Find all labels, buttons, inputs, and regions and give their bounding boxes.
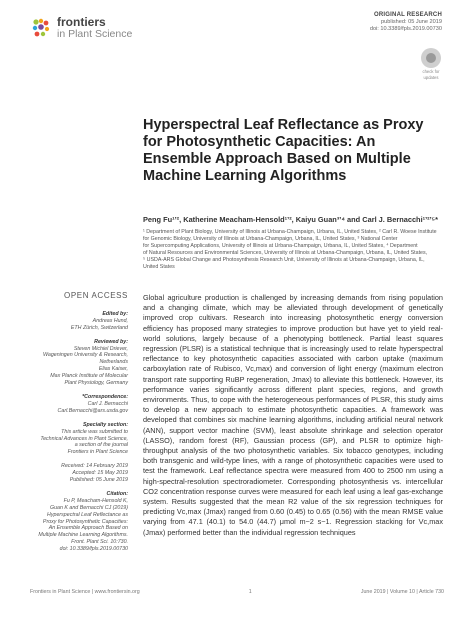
specialty-line: Technical Advances in Plant Science, — [40, 435, 128, 442]
open-access-label: OPEN ACCESS — [64, 291, 128, 300]
article-meta — [370, 12, 442, 34]
corresponding-email-link[interactable]: Carl.Bernacchi@ars.usda.gov — [57, 407, 128, 414]
specialty-line: Frontiers in Plant Science — [67, 449, 128, 456]
logo-wordmark — [57, 16, 132, 40]
affiliation-line: United States — [143, 264, 175, 270]
journal-logo[interactable] — [30, 16, 132, 40]
citation-line: Hyperspectral Leaf Reflectance as — [47, 511, 128, 518]
correspondence-block — [30, 394, 128, 415]
reviewer-line: Plant Physiology, Germany — [64, 380, 128, 387]
affiliation-line: for Genomic Biology, University of Illinois at Urbana-Champaign, Urbana, IL, United States, ³ National Center — [143, 236, 398, 242]
accepted-date: Accepted: 15 May 2019 — [72, 470, 128, 477]
reviewed-by-block — [30, 339, 128, 387]
citation-line: Proxy for Photosynthetic Capacities: — [42, 518, 128, 525]
editor-line: Andreas Hund, — [92, 317, 128, 324]
specialty-line: a section of the journal — [74, 442, 128, 449]
affiliation-line: of Natural Resources and Environmental Sciences, University of Illinois at Urbana-Champaign, Urbana, IL, United States, — [143, 250, 428, 256]
page-footer — [30, 589, 444, 595]
citation-line: An Ensemble Approach Based on — [48, 525, 128, 532]
editor-line: ETH Zürich, Switzerland — [70, 324, 128, 331]
edited-by-heading: Edited by: — [102, 310, 128, 317]
edited-by-block — [30, 311, 128, 332]
affiliation-line: ¹ Department of Plant Biology, University of Illinois at Urbana-Champaign, Urbana, IL, United States, ² Carl R. Woese Institute — [143, 229, 437, 235]
citation-line: Guan K and Bernacchi CJ (2019) — [49, 504, 128, 511]
published-date: published: 05 June 2019 — [381, 19, 442, 26]
page-number: 1 — [248, 589, 252, 595]
affiliations — [143, 229, 443, 271]
reviewer-line: Steven Michiel Driever, — [73, 345, 128, 352]
reviewer-line: Elias Kaiser, — [98, 366, 128, 373]
article-title: Hyperspectral Leaf Reflectance as Proxy for Photosynthetic Capacities: An Ensemble Approach Based on Multiple Machine Learning Algorithms — [143, 117, 424, 184]
brand-name: frontiers — [57, 15, 106, 29]
footer-journal-link[interactable]: Frontiers in Plant Science | www.frontiersin.org — [30, 589, 140, 595]
published-date-sidebar: Published: 05 June 2019 — [69, 477, 128, 484]
article-sidebar — [30, 293, 128, 560]
affiliation-line: ⁵ USDA-ARS Global Change and Photosynthesis Research Unit, University of Illinois at Urbana-Champaign, Urbana, IL, — [143, 257, 425, 263]
received-date: Received: 14 February 2019 — [61, 463, 128, 470]
citation-line: Multiple Machine Learning Algorithms. — [38, 532, 128, 539]
article-doi[interactable]: doi: 10.3389/fpls.2019.00730 — [369, 26, 442, 33]
check-updates-icon — [421, 48, 441, 68]
affiliation-line: for Supercomputing Applications, University of Illinois at Urbana-Champaign, Urbana, IL, United States, ⁴ Department — [143, 243, 418, 249]
dates-block — [30, 463, 128, 484]
reviewer-line: Max Planck Institute of Molecular — [50, 373, 128, 380]
citation-line: Fu P, Meacham-Hensold K, — [63, 497, 128, 504]
citation-block — [30, 491, 128, 553]
author-list: Peng Fu¹ʼ², Katherine Meacham-Hensold¹ʼ², Kaiyu Guan³ʼ⁴ and Carl J. Bernacchi¹ʼ²ʼ⁵* — [143, 215, 439, 224]
corresponding-author: Carl J. Bernacchi — [87, 400, 128, 407]
check-updates-label-2: updates — [423, 75, 439, 80]
citation-doi-link[interactable]: doi: 10.3389/fpls.2019.00730 — [59, 546, 128, 553]
check-for-updates-button[interactable] — [420, 48, 442, 80]
specialty-section-heading: Specialty section: — [82, 421, 128, 428]
frontiers-logo-icon — [30, 17, 52, 39]
reviewer-line: Wageningen University & Research, — [43, 352, 128, 359]
abstract-text: Global agriculture production is challenged by increasing demands from rising population and a changing climate, which may be alleviated through development of genetically improved crop cultivars. Research into increasing photosynthetic energy conversion efficiency has proposed many strategies to improve production but have yet to yield real-world solutions, largely because of a phenotyping bottleneck. Partial least squares regression (PLSR) is a statistical technique that is increasingly used to relate hyperspectral reflectance to key photosynthetic capacities associated with carbon uptake (maximum carboxylation rate of Rubisco, Vc,max) and conversion of light energy (maximum electron transport rate supporting RuBP regeneration, Jmax) to alleviate this bottleneck. However, its performance varies significantly across different plant species, regions, and growth environments. Thus, to cope with the heterogeneous performances of PLSR, this study aims to develop a new approach to estimate photosynthetic capacities. A framework was developed that combines six machine learning algorithms, including artificial neural network (ANN), support vector machine (SVM), least absolute shrinkage and selection operator (LASSO), random forest (RF), Gaussian process (GP), and PLSR to optimize high-throughput analysis of the two photosynthetic variables. Six tobacco genotypes, including both transgenic and wild-type lines, with a range of photosynthetic capacities were used to test the framework. Leaf reflectance spectra were measured from 400 to 2500 nm using a high-spectral-resolution spectroradiometer. Corresponding photosynthesis vs. intercellular CO2 concentration response curves were measured for each leaf using a leaf gas-exchange system. Results suggested that the mean R2 value of the six regression techniques for predicting Vc,max (Jmax) ranged from 0.60 (0.45) to 0.65 (0.56) with the mean RMSE value varying from 47.1 (40.1) to 54.0 (44.7) μmol m−2 s−1. Regression stacking for Vc,max (Jmax) performed better than the individual regression techniques — [143, 293, 443, 537]
journal-name: in Plant Science — [57, 28, 133, 40]
reviewer-line: Netherlands — [99, 359, 128, 366]
correspondence-heading: *Correspondence: — [82, 393, 128, 400]
article-type: ORIGINAL RESEARCH — [374, 12, 442, 18]
specialty-section-block — [30, 422, 128, 457]
specialty-line: This article was submitted to — [61, 428, 128, 435]
citation-heading: Citation: — [106, 490, 128, 497]
check-updates-label-1: check for — [422, 69, 440, 74]
footer-issue-info: June 2019 | Volume 10 | Article 730 — [360, 589, 444, 595]
reviewed-by-heading: Reviewed by: — [94, 338, 128, 345]
citation-line: Front. Plant Sci. 10:730. — [71, 539, 128, 546]
